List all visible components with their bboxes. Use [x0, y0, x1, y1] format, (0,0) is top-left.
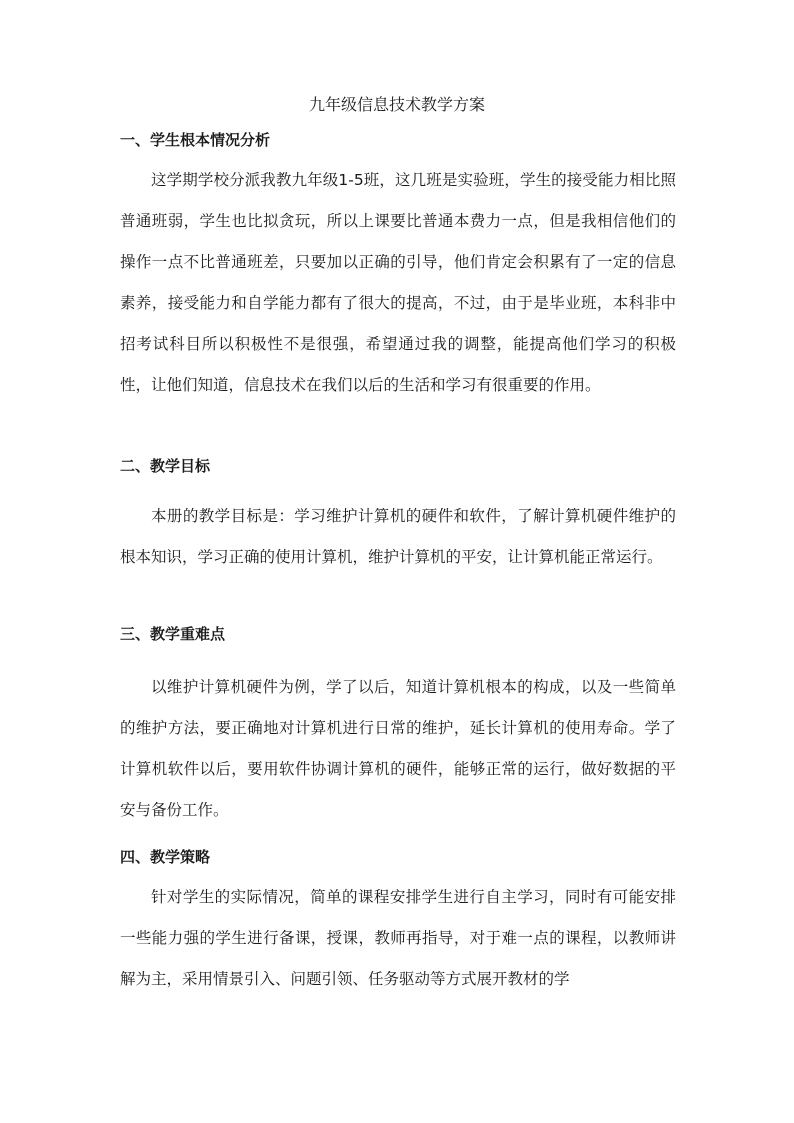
section-paragraph-key-difficulties: 以维护计算机硬件为例，学了以后，知道计算机根本的构成，以及一些简单的维护方法，要正确地对计算机进行日常的维护，延长计算机的使用寿命。学了计算机软件以后，要用软件协调计算机的硬件，能够正常的运行，做好数据的平安与备份工作。: [120, 678, 676, 819]
section-heading-key-difficulties: 三、教学重难点: [120, 625, 226, 643]
section-paragraph-teaching-goals: 本册的教学目标是：学习维护计算机的硬件和软件，了解计算机硬件维护的根本知识，学习正确的使用计算机，维护计算机的平安，让计算机能正常运行。: [120, 507, 676, 566]
section-heading-teaching-goals: 二、教学目标: [120, 457, 211, 475]
document-title: 九年级信息技术教学方案: [308, 95, 485, 114]
section-heading-student-analysis: 一、学生根本情况分析: [120, 131, 271, 149]
section-heading-teaching-strategy: 四、教学策略: [120, 848, 211, 866]
section-paragraph-student-analysis: 这学期学校分派我教九年级1-5班，这几班是实验班，学生的接受能力相比照普通班弱，学生也比拟贪玩，所以上课要比普通本费力一点，但是我相信他们的操作一点不比普通班差，只要加以正确的引导，他们肯定会积累有了一定的信息素养，接受能力和自学能力都有了很大的提高，不过，由于是毕业班，本科非中招考试科目所以积极性不是很强，希望通过我的调整，能提高他们学习的积极性，让他们知道，信息技术在我们以后的生活和学习有很重要的作用。: [120, 171, 676, 394]
section-paragraph-teaching-strategy: 针对学生的实际情况，简单的课程安排学生进行自主学习，同时有可能安排一些能力强的学生进行备课，授课，教师再指导，对于难一点的课程，以教师讲解为主，采用情景引入、问题引领、任务驱动等方式展开教材的学: [120, 888, 676, 988]
